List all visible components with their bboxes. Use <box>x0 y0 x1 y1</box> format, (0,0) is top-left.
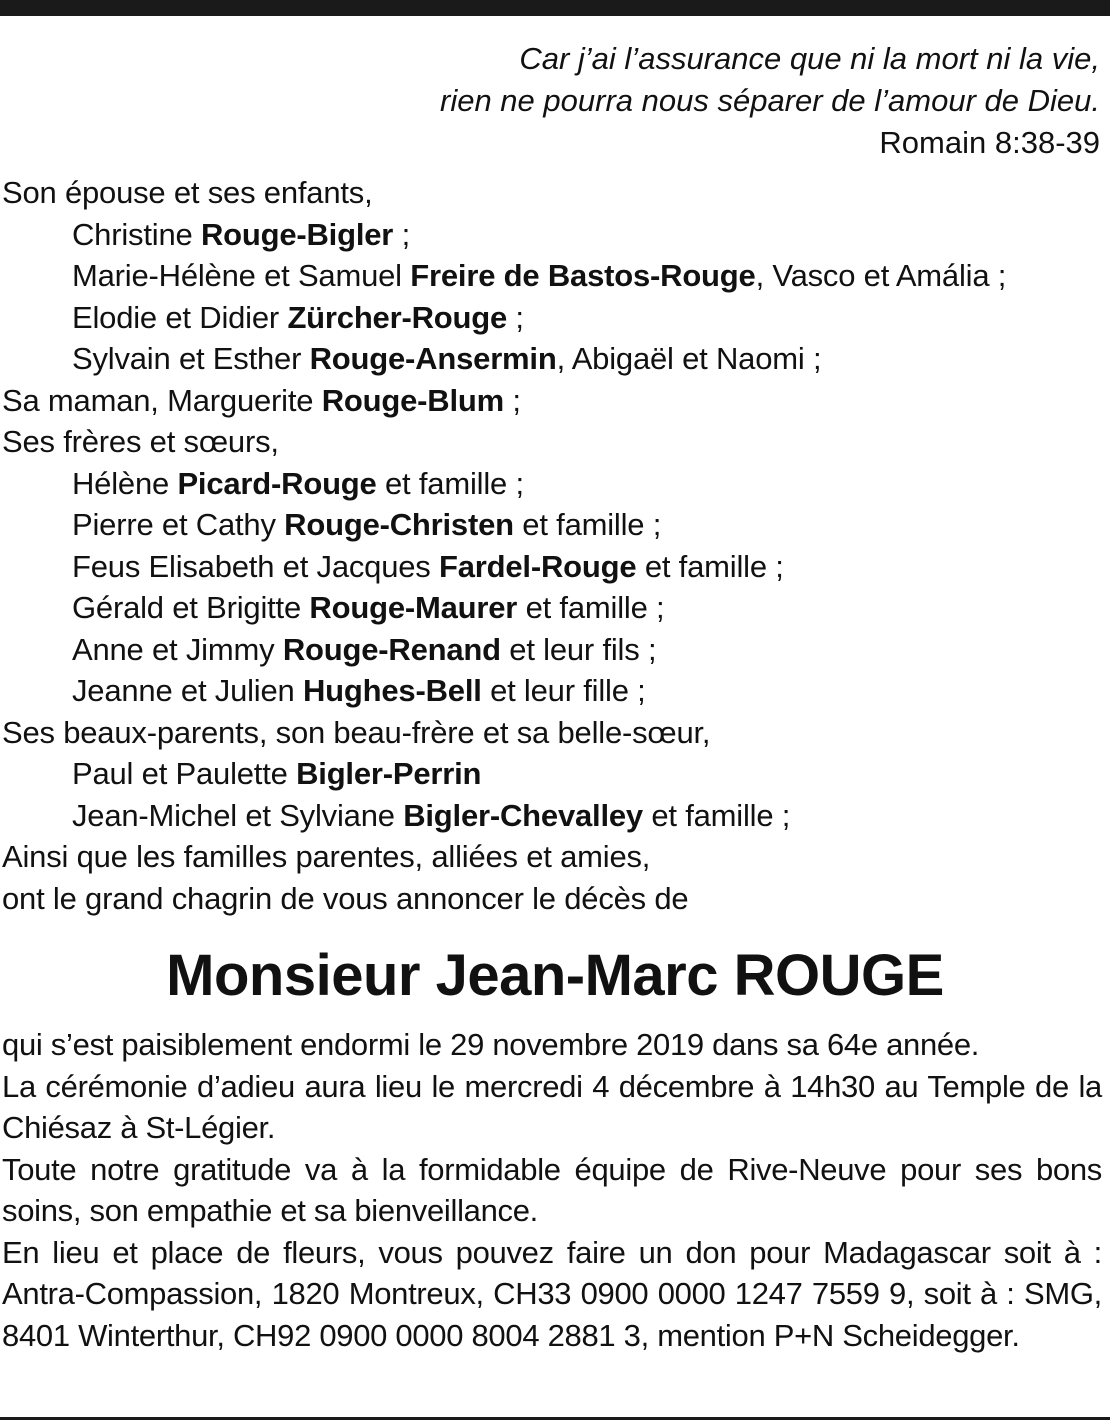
family-surname: Rouge-Maurer <box>309 590 518 625</box>
family-line-text: Feus Elisabeth et Jacques <box>72 548 440 584</box>
family-line-text: Gérald et Brigitte <box>72 590 310 625</box>
family-surname: Rouge-Ansermin <box>309 341 557 376</box>
family-line-text: Ses frères et sœurs, <box>2 424 279 459</box>
family-line-text: Paul et Paulette <box>72 756 297 791</box>
family-line <box>2 587 1108 629</box>
family-line <box>2 421 1108 463</box>
family-line-text: Anne et Jimmy <box>72 631 283 667</box>
epigraph-line-1: Car j’ai l’assurance que ni la mort ni la vie, <box>519 41 1100 76</box>
family-line-suffix: ; <box>503 382 521 418</box>
epigraph-line-2: rien ne pourra nous séparer de l’amour de Dieu. <box>440 83 1100 118</box>
family-line-text: Sylvain et Esther <box>72 341 310 376</box>
family-line <box>2 670 1108 712</box>
family-line <box>2 463 1108 505</box>
family-line <box>2 795 1108 837</box>
family-surname: Bigler-Chevalley <box>403 797 643 833</box>
paragraph-passing: qui s’est paisiblement endormi le 29 novembre 2019 dans sa 64e année. <box>2 1027 980 1062</box>
family-line-suffix: , Vasco et Amália ; <box>755 258 1007 293</box>
family-surname: Rouge-Renand <box>282 631 501 667</box>
family-line <box>2 504 1108 546</box>
family-line-text: ont le grand chagrin de vous annoncer le décès de <box>2 880 689 916</box>
family-line-suffix: et famille ; <box>513 507 662 542</box>
family-line-text: Sa maman, Marguerite <box>2 382 322 418</box>
family-line-text: Pierre et Cathy <box>72 507 285 542</box>
family-line-text: Christine <box>72 216 201 252</box>
paragraph-gratitude: Toute notre gratitude va à la formidable équipe de Rive-Neuve pour ses bons soins, son empathie et sa bienveillance. <box>2 1151 1102 1228</box>
announcement-body <box>2 1024 1102 1356</box>
family-surname: Hughes-Bell <box>303 673 482 708</box>
family-line <box>2 214 1108 256</box>
family-line-suffix: ; <box>393 216 410 252</box>
family-line <box>2 255 1108 297</box>
family-list <box>2 172 1108 919</box>
paragraph-donation: En lieu et place de fleurs, vous pouvez faire un don pour Madagascar soit à : Antra-Compassion, 1820 Montreux, CH33 0900 0000 1247 7559 9, soit à : SMG, 8401 Winterthur, CH92 0900 0000 8004 2881 3, mention P+N Scheidegger. <box>2 1234 1102 1353</box>
family-line <box>2 380 1108 422</box>
family-surname: Bigler-Perrin <box>296 756 482 791</box>
family-line-suffix: et famille ; <box>642 797 791 833</box>
family-line-suffix: et famille ; <box>376 465 524 501</box>
family-surname: Rouge-Christen <box>284 507 514 542</box>
family-line-text: Son épouse et ses enfants, <box>2 175 373 210</box>
family-line-suffix: et famille ; <box>636 548 784 584</box>
family-surname: Fardel-Rouge <box>439 548 637 584</box>
family-line-text: Ainsi que les familles parentes, alliées et amies, <box>2 839 651 874</box>
epigraph-reference: Romain 8:38-39 <box>879 125 1100 160</box>
family-line-suffix: et leur fille ; <box>481 673 646 708</box>
deceased-name: Monsieur Jean-Marc ROUGE <box>166 943 944 1008</box>
family-surname: Picard-Rouge <box>177 465 377 501</box>
family-line-text: Marie-Hélène et Samuel <box>72 258 411 293</box>
family-surname: Freire de Bastos-Rouge <box>410 258 756 293</box>
family-line <box>2 878 1108 920</box>
family-line-text: Ses beaux-parents, son beau-frère et sa belle-sœur, <box>2 714 711 750</box>
family-surname: Rouge-Blum <box>321 382 504 418</box>
family-line <box>2 338 1108 380</box>
family-line-suffix: et leur fils ; <box>500 631 657 667</box>
family-line <box>2 546 1108 588</box>
family-line <box>2 753 1108 795</box>
family-line-suffix: et famille ; <box>517 590 665 625</box>
paragraph-ceremony: La cérémonie d’adieu aura lieu le mercredi 4 décembre à 14h30 au Temple de la Chiésaz à St-Légier. <box>2 1068 1102 1145</box>
top-rule <box>0 0 1110 16</box>
family-line <box>2 172 1108 214</box>
bottom-rule <box>0 1417 1110 1420</box>
family-line-suffix: ; <box>507 299 524 335</box>
family-line <box>2 297 1108 339</box>
family-line-text: Jeanne et Julien <box>72 673 303 708</box>
family-line-suffix: , Abigaël et Naomi ; <box>556 341 822 376</box>
family-surname: Rouge-Bigler <box>200 216 394 252</box>
family-line-text: Jean-Michel et Sylviane <box>72 797 404 833</box>
family-line <box>2 712 1108 754</box>
family-line <box>2 629 1108 671</box>
family-line-text: Elodie et Didier <box>72 299 288 335</box>
epigraph <box>440 38 1100 164</box>
family-line <box>2 836 1108 878</box>
family-surname: Zürcher-Rouge <box>287 299 508 335</box>
family-line-text: Hélène <box>72 465 178 501</box>
